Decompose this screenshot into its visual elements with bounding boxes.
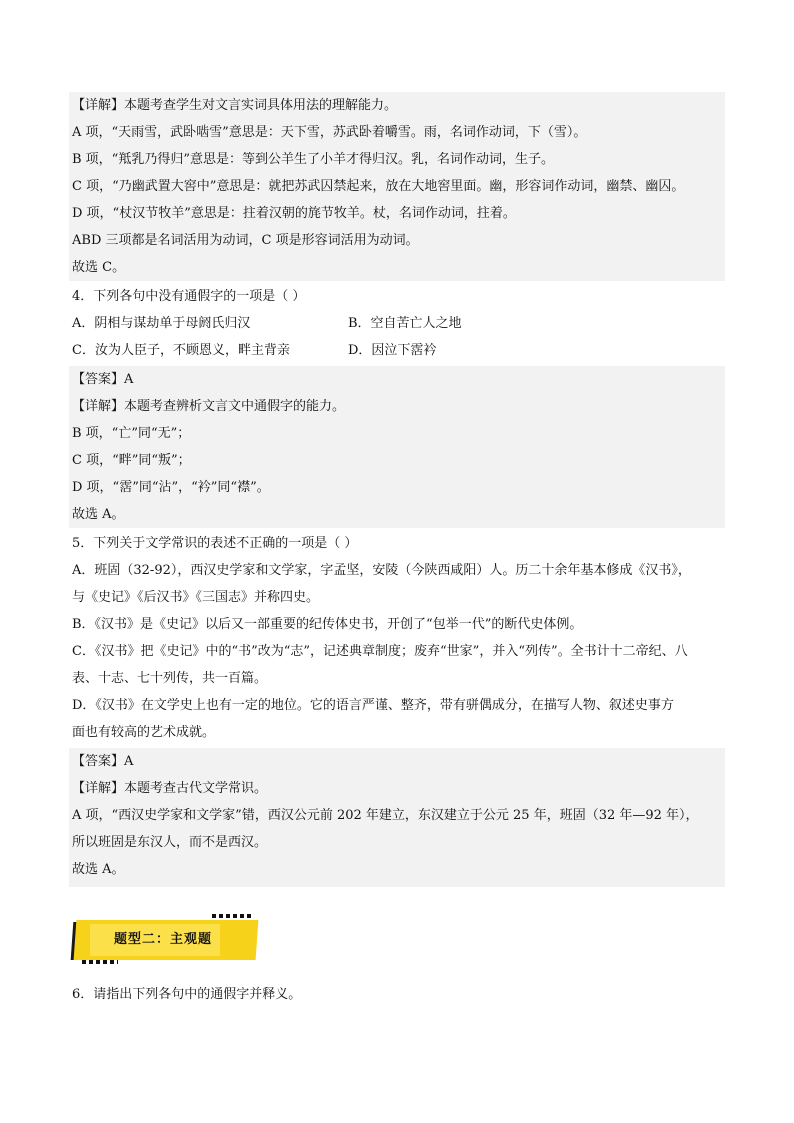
shade-bottom [69, 883, 725, 887]
question-4-stem: 4．下列各句中没有通假字的一项是（ ） [72, 289, 306, 304]
question-5-option-line: C．《汉书》把《史记》中的“书”改为“志”，记述典章制度；废弃“世家”，并入“列传”。全书计十二帝纪、八 [72, 644, 688, 659]
question-5-option-line: 与《史记》《后汉书》《三国志》并称四史。 [72, 590, 320, 605]
section-badge [72, 912, 262, 968]
badge-dots [212, 914, 252, 918]
question-5-stem: 5．下列关于文学常识的表述不正确的一项是（ ） [72, 536, 358, 551]
question-5-option-line: A．班固（32-92），西汉史学家和文学家，字孟坚，安陵（今陕西咸阳）人。历二十余年基本修成《汉书》， [72, 563, 691, 578]
explanation-line: D 项，“杖汉节牧羊”意思是：拄着汉朝的旄节牧羊。杖，名词作动词，拄着。 [69, 200, 725, 227]
question-5-option-line: D．《汉书》在文学史上也有一定的地位。它的语言严谨、整齐，带有骈偶成分，在描写人物、叙述史事方 [72, 698, 674, 713]
explanation-line: C 项，“乃幽武置大窖中”意思是：就把苏武囚禁起来，放在大地窖里面。幽，形容词作动词，幽禁、幽囚。 [69, 173, 725, 200]
explanation-line: B 项，“羝乳乃得归”意思是：等到公羊生了小羊才得归汉。乳，名词作动词，生子。 [69, 146, 725, 173]
question-6-stem: 6．请指出下列各句中的通假字并释义。 [72, 987, 302, 1002]
question-4-option-a: A．阴相与谋劫单于母阏氏归汉 [72, 316, 251, 331]
explanation-line: 故选 A。 [69, 856, 725, 883]
question-4-option-b: B．空自苦亡人之地 [348, 316, 462, 331]
question-4-option-c: C．汝为人臣子，不顾恩义，畔主背亲 [72, 343, 290, 358]
explanation-line: D 项，“霑”同“沾”，“衿”同“襟”。 [69, 474, 725, 501]
explanation-line: 所以班固是东汉人，而不是西汉。 [69, 829, 725, 856]
question-4-option-d: D．因泣下霑衿 [348, 343, 437, 358]
explanation-line: 【详解】本题考查学生对文言实词具体用法的理解能力。 [69, 92, 725, 119]
section-title: 题型二：主观题 [114, 932, 213, 947]
question-5-option-line: 面也有较高的艺术成就。 [72, 725, 216, 740]
explanation-line: 故选 A。 [69, 501, 725, 528]
question-5-option-line: 表、十志、七十列传，共一百篇。 [72, 671, 268, 686]
explanation-line: 【详解】本题考查辨析文言文中通假字的能力。 [69, 393, 725, 420]
question-5-option-line: B．《汉书》是《史记》以后又一部重要的纪传体史书，开创了“包举一代”的断代史体例。 [72, 617, 583, 632]
answer-line: 【答案】A [69, 748, 725, 775]
explanation-line: 【详解】本题考查古代文学常识。 [69, 775, 725, 802]
explanation-line: 故选 C。 [69, 254, 725, 281]
explanation-line: B 项，“亡”同“无”； [69, 420, 725, 447]
badge-dots [82, 960, 118, 964]
answer-line: 【答案】A [69, 366, 725, 393]
explanation-line: A 项，“天雨雪，武卧啮雪”意思是：天下雪，苏武卧着嚼雪。雨，名词作动词，下（雪）。 [69, 119, 725, 146]
explanation-line: A 项，“西汉史学家和文学家”错，西汉公元前 202 年建立，东汉建立于公元 25 年，班固（32 年—92 年）， [69, 802, 725, 829]
explanation-line: C 项，“畔”同“叛”； [69, 447, 725, 474]
explanation-line: ABD 三项都是名词活用为动词，C 项是形容词活用为动词。 [69, 227, 725, 254]
